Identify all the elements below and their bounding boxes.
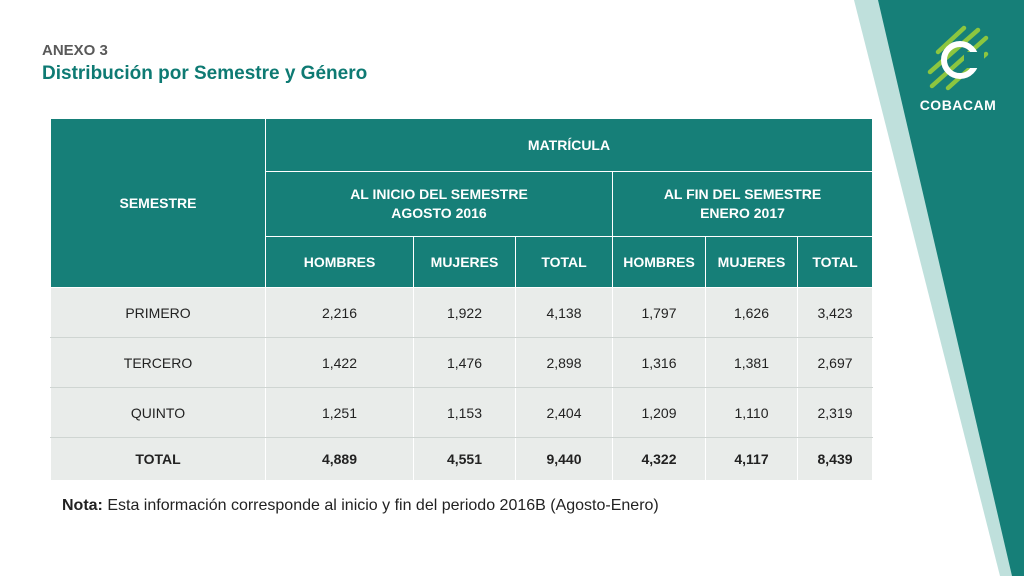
- value-cell: 2,319: [798, 388, 873, 438]
- period-end-line1: AL FIN DEL SEMESTRE: [663, 186, 822, 202]
- column-header: TOTAL: [516, 237, 613, 288]
- value-cell: 2,404: [516, 388, 613, 438]
- value-cell: 1,153: [414, 388, 516, 438]
- value-cell: 1,209: [613, 388, 706, 438]
- value-cell: 9,440: [516, 438, 613, 481]
- column-header: MUJERES: [706, 237, 798, 288]
- note-label: Nota:: [62, 497, 103, 514]
- column-header: HOMBRES: [266, 237, 414, 288]
- note-text: Esta información corresponde al inicio y fin del periodo 2016B (Agosto-Enero): [102, 497, 659, 514]
- value-cell: 1,922: [414, 288, 516, 338]
- value-cell: 3,423: [798, 288, 873, 338]
- value-cell: 4,889: [266, 438, 414, 481]
- value-cell: 8,439: [798, 438, 873, 481]
- value-cell: 2,697: [798, 338, 873, 388]
- enrollment-table: [50, 118, 873, 481]
- value-cell: 1,316: [613, 338, 706, 388]
- period-start-line1: AL INICIO DEL SEMESTRE: [350, 186, 528, 202]
- value-cell: 1,476: [414, 338, 516, 388]
- table-row: [51, 388, 873, 438]
- table-row: [51, 288, 873, 338]
- semester-cell: QUINTO: [51, 388, 266, 438]
- semester-cell: TOTAL: [51, 438, 266, 481]
- value-cell: 4,322: [613, 438, 706, 481]
- period-start-line2: AGOSTO 2016: [391, 205, 487, 221]
- column-header: HOMBRES: [613, 237, 706, 288]
- value-cell: 4,117: [706, 438, 798, 481]
- semester-cell: TERCERO: [51, 338, 266, 388]
- enrollment-header: MATRÍCULA: [266, 119, 873, 172]
- value-cell: 1,251: [266, 388, 414, 438]
- footnote: [62, 497, 659, 515]
- value-cell: 1,381: [706, 338, 798, 388]
- semester-header: SEMESTRE: [51, 119, 266, 288]
- page-header: [42, 42, 367, 86]
- page-title: Distribución por Semestre y Género: [42, 63, 368, 84]
- column-header: MUJERES: [414, 237, 516, 288]
- brand-name: COBACAM: [919, 97, 997, 113]
- annex-label: ANEXO 3: [42, 42, 108, 59]
- value-cell: 2,216: [266, 288, 414, 338]
- value-cell: 1,797: [613, 288, 706, 338]
- table-row: [51, 338, 873, 388]
- value-cell: 1,626: [706, 288, 798, 338]
- period-start-header: [266, 172, 613, 237]
- value-cell: 2,898: [516, 338, 613, 388]
- value-cell: 1,110: [706, 388, 798, 438]
- period-end-header: [613, 172, 873, 237]
- value-cell: 4,138: [516, 288, 613, 338]
- period-end-line2: ENERO 2017: [700, 205, 785, 221]
- semester-cell: PRIMERO: [51, 288, 266, 338]
- column-header: TOTAL: [798, 237, 873, 288]
- value-cell: 4,551: [414, 438, 516, 481]
- value-cell: 1,422: [266, 338, 414, 388]
- total-row: [51, 438, 873, 481]
